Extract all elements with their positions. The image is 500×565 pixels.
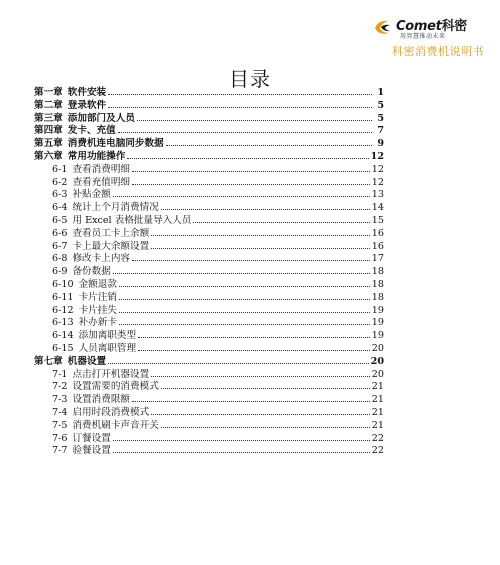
toc-entry-page: 21 — [371, 381, 384, 393]
toc-entry-number: 第五章 — [34, 138, 63, 150]
toc-entry-number: 7-5 — [52, 419, 68, 431]
toc-section-entry[interactable] — [34, 369, 384, 382]
toc-entry-number: 6-4 — [52, 202, 68, 214]
toc-entry-page: 15 — [371, 214, 384, 226]
toc-chapter-entry[interactable] — [34, 87, 384, 100]
toc-entry-number: 6-7 — [52, 240, 68, 252]
toc-section-entry[interactable] — [34, 330, 384, 343]
toc-entry-number: 7-2 — [52, 381, 68, 393]
toc-section-entry[interactable] — [34, 215, 384, 228]
toc-entry-title: 订餐设置 — [72, 432, 111, 444]
toc-leader-dots — [118, 132, 372, 133]
toc-section-entry[interactable] — [34, 253, 384, 266]
toc-entry-title: 修改卡上内容 — [72, 253, 131, 265]
toc-leader-dots — [161, 209, 370, 210]
toc-entry-number: 6-2 — [52, 176, 68, 188]
toc-entry-title: 统计上个月消费情况 — [72, 202, 159, 214]
toc-entry-page: 18 — [371, 291, 384, 303]
toc-entry-title: 补办新卡 — [78, 317, 117, 329]
toc-entry-page: 16 — [371, 240, 384, 252]
toc-section-entry[interactable] — [34, 292, 384, 305]
toc-entry-title: 备份数据 — [72, 266, 111, 278]
toc-leader-dots — [138, 337, 370, 338]
toc-entry-page: 19 — [371, 317, 384, 329]
toc-section-entry[interactable] — [34, 279, 384, 292]
toc-leader-dots — [113, 452, 370, 453]
toc-entry-page: 22 — [371, 445, 384, 457]
toc-leader-dots — [193, 222, 369, 223]
toc-leader-dots — [151, 248, 370, 249]
toc-entry-page: 7 — [377, 125, 384, 137]
toc-entry-title: 常用功能操作 — [67, 150, 126, 162]
toc-entry-page: 21 — [371, 394, 384, 406]
toc-leader-dots — [113, 196, 370, 197]
toc-section-entry[interactable] — [34, 164, 384, 177]
toc-leader-dots — [138, 350, 370, 351]
toc-entry-number: 6-5 — [52, 214, 68, 226]
toc-entry-page: 9 — [377, 138, 384, 150]
toc-leader-dots — [113, 273, 370, 274]
toc-leader-dots — [108, 107, 372, 108]
toc-entry-title: 卡上最大余额设置 — [72, 240, 150, 252]
toc-leader-dots — [161, 427, 370, 428]
toc-leader-dots — [161, 388, 370, 389]
toc-leader-dots — [151, 376, 370, 377]
toc-entry-title: 用 Excel 表格批量导入人员 — [72, 214, 192, 226]
toc-leader-dots — [132, 171, 370, 172]
toc-entry-title: 设置消费限额 — [72, 394, 131, 406]
toc-section-entry[interactable] — [34, 177, 384, 190]
toc-entry-number: 6-13 — [52, 317, 74, 329]
toc-entry-page: 1 — [377, 87, 384, 98]
toc-entry-number: 第一章 — [34, 87, 63, 98]
toc-leader-dots — [132, 401, 370, 402]
toc-section-entry[interactable] — [34, 305, 384, 318]
toc-chapter-entry[interactable] — [34, 151, 384, 164]
toc-entry-page: 5 — [377, 99, 384, 111]
toc-entry-title: 消费机连电脑同步数据 — [67, 138, 164, 150]
toc-entry-title: 添加部门及人员 — [67, 112, 135, 124]
toc-entry-title: 查看员工卡上余额 — [72, 227, 150, 239]
toc-section-entry[interactable] — [34, 241, 384, 254]
toc-entry-title: 查看消费明细 — [72, 163, 131, 175]
toc-leader-dots — [119, 299, 370, 300]
toc-entry-number: 6-10 — [52, 278, 74, 290]
toc-chapter-entry[interactable] — [34, 356, 384, 369]
toc-entry-number: 7-3 — [52, 394, 68, 406]
toc-entry-page: 16 — [371, 227, 384, 239]
toc-entry-page: 12 — [371, 163, 384, 175]
toc-entry-title: 添加离职类型 — [78, 330, 137, 342]
toc-entry-number: 6-6 — [52, 227, 68, 239]
toc-entry-page: 13 — [371, 189, 384, 201]
toc-entry-title: 消费机刷卡声音开关 — [72, 419, 159, 431]
toc-leader-dots — [108, 363, 368, 364]
toc-entry-number: 6-11 — [52, 291, 74, 303]
toc-leader-dots — [151, 235, 370, 236]
toc-entry-title: 查看充值明细 — [72, 176, 131, 188]
toc-entry-title: 卡片注销 — [78, 291, 117, 303]
toc-chapter-entry[interactable] — [34, 113, 384, 126]
toc-leader-dots — [132, 184, 370, 185]
toc-chapter-entry[interactable] — [34, 125, 384, 138]
brand-name-cn: 科密 — [441, 19, 467, 34]
toc-entry-page: 14 — [371, 202, 384, 214]
toc-entry-number: 6-12 — [52, 304, 74, 316]
toc-section-entry[interactable] — [34, 266, 384, 279]
toc-entry-page: 19 — [371, 304, 384, 316]
toc-entry-page: 17 — [371, 253, 384, 265]
toc-section-entry[interactable] — [34, 228, 384, 241]
toc-entry-number: 6-14 — [52, 330, 74, 342]
toc-leader-dots — [119, 312, 370, 313]
toc-leader-dots — [119, 286, 370, 287]
toc-entry-number: 第三章 — [34, 112, 63, 124]
toc-leader-dots — [113, 440, 370, 441]
toc-section-entry[interactable] — [34, 433, 384, 446]
toc-entry-title: 发卡、充值 — [67, 125, 116, 137]
toc-section-entry[interactable] — [34, 420, 384, 433]
toc-entry-page: 19 — [371, 330, 384, 342]
toc-entry-page: 21 — [371, 419, 384, 431]
brand-name-en: Comet — [396, 19, 442, 34]
toc-entry-page: 20 — [370, 355, 384, 367]
toc-entry-number: 6-8 — [52, 253, 68, 265]
toc-entry-number: 7-7 — [52, 445, 68, 457]
toc-entry-title: 登录软件 — [67, 99, 107, 111]
toc-entry-number: 第六章 — [34, 150, 63, 162]
toc-entry-number: 7-4 — [52, 406, 68, 418]
toc-entry-title: 人员离职管理 — [78, 342, 137, 354]
toc-entry-number: 6-3 — [52, 189, 68, 201]
toc-section-entry[interactable] — [34, 394, 384, 407]
toc-entry-title: 补贴金额 — [72, 189, 111, 201]
toc-entry-number: 7-6 — [52, 432, 68, 444]
toc-entry-number: 第二章 — [34, 99, 63, 111]
toc-entry-number: 6-15 — [52, 342, 74, 354]
toc-entry-title: 卡片挂失 — [78, 304, 117, 316]
toc-entry-page: 18 — [371, 266, 384, 278]
toc-entry-number: 第七章 — [34, 355, 63, 367]
toc-section-entry[interactable] — [34, 202, 384, 215]
toc-entry-page: 12 — [371, 176, 384, 188]
toc-section-entry[interactable] — [34, 407, 384, 420]
toc-leader-dots — [108, 94, 372, 95]
toc-entry-page: 18 — [371, 278, 384, 290]
toc-section-entry[interactable] — [34, 317, 384, 330]
toc-leader-dots — [166, 145, 372, 146]
toc-entry-page: 5 — [377, 112, 384, 124]
toc-title: 目录 — [229, 67, 271, 91]
toc-section-entry[interactable] — [34, 381, 384, 394]
toc-entry-title: 验餐设置 — [72, 445, 111, 457]
toc-entry-number: 6-9 — [52, 266, 68, 278]
toc-entry-page: 20 — [371, 342, 384, 354]
toc-leader-dots — [151, 414, 370, 415]
toc-entry-title: 设置需要的消费模式 — [72, 381, 159, 393]
brand-slogan: 用智慧推动未来 — [400, 33, 446, 40]
brand-logo — [372, 14, 482, 42]
toc-entry-page: 12 — [370, 150, 384, 162]
table-of-contents — [34, 87, 384, 458]
toc-chapter-entry[interactable] — [34, 100, 384, 113]
toc-chapter-entry[interactable] — [34, 138, 384, 151]
toc-section-entry[interactable] — [34, 343, 384, 356]
comet-logo-icon — [372, 16, 394, 38]
toc-entry-page: 20 — [371, 368, 384, 380]
toc-leader-dots — [132, 260, 370, 261]
toc-leader-dots — [119, 324, 370, 325]
toc-entry-number: 7-1 — [52, 368, 68, 380]
toc-entry-number: 第四章 — [34, 125, 63, 137]
toc-entry-number: 6-1 — [52, 163, 68, 175]
toc-section-entry[interactable] — [34, 189, 384, 202]
toc-leader-dots — [127, 158, 368, 159]
toc-entry-title: 金额退款 — [78, 278, 117, 290]
toc-entry-page: 22 — [371, 432, 384, 444]
toc-entry-page: 21 — [371, 406, 384, 418]
toc-section-entry[interactable] — [34, 445, 384, 458]
toc-entry-title: 软件安装 — [67, 87, 107, 98]
toc-leader-dots — [137, 120, 372, 121]
manual-title: 科密消费机说明书 — [392, 45, 484, 58]
toc-entry-title: 机器设置 — [67, 355, 107, 367]
toc-entry-title: 点击打开机器设置 — [72, 368, 150, 380]
toc-entry-title: 启用时段消费模式 — [72, 406, 150, 418]
